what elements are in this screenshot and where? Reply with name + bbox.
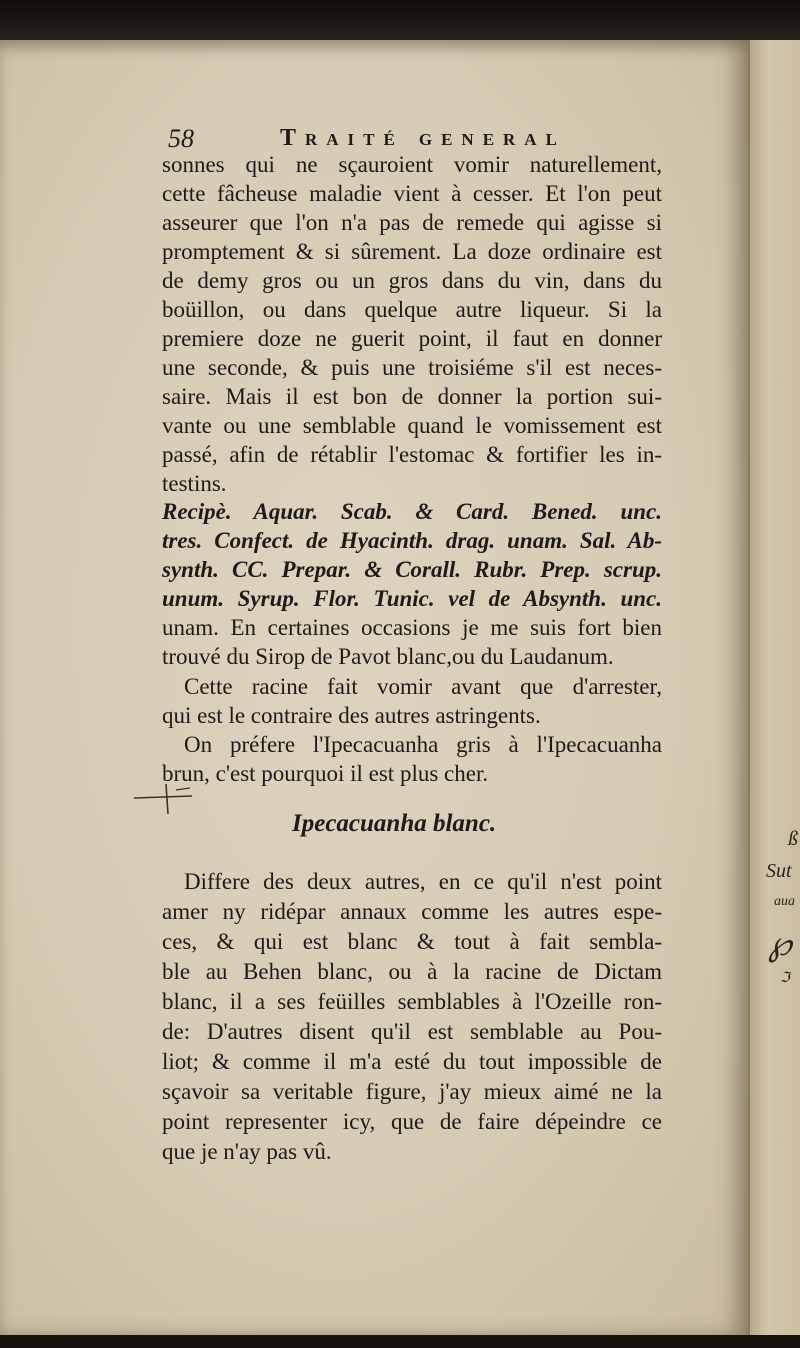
margin-cross-mark [132, 776, 204, 816]
text-line: vante ou une semblable quand le vomissement est [162, 413, 662, 438]
section-heading: Ipecacuanha blanc. [292, 810, 497, 837]
page-number: 58 [168, 124, 194, 153]
text-line: point representer icy, que de faire dépeindre ce [162, 1109, 662, 1134]
text-line: ble au Behen blanc, ou à la racine de Dictam [162, 959, 662, 984]
text-line: liot; & comme il m'a esté du tout impossible de [162, 1049, 662, 1074]
text-line: saire. Mais il est bon de donner la portion sui- [162, 384, 662, 409]
recipe-line: Recipè. Aquar. Scab. & Card. Bened. unc. [162, 499, 662, 524]
text-line: cette fâcheuse maladie vient à cesser. Et l'on peut [162, 181, 662, 206]
paragraph-root-effect [162, 672, 662, 730]
edge-glyph: ℑ [780, 971, 790, 986]
edge-glyph: ß [788, 828, 798, 850]
text-line: On préfere l'Ipecacuanha gris à l'Ipecacuanha [184, 732, 662, 757]
text-line: testins. [162, 471, 227, 496]
text-line: blanc, il a ses feüilles semblables à l'Ozeille ron- [162, 989, 662, 1014]
text-line: que je n'ay pas vû. [162, 1139, 332, 1164]
text-line: une seconde, & puis une troisiéme s'il est neces- [162, 355, 662, 380]
text-line: de: D'autres disent qu'il est semblable au Pou- [162, 1019, 662, 1044]
running-title: Traité general [280, 125, 566, 151]
text-line: promptement & si sûrement. La doze ordinaire est [162, 239, 662, 264]
dark-bottom-border [0, 1335, 800, 1348]
text-line: sonnes qui ne sçauroient vomir naturellement, [162, 152, 662, 177]
recipe-line: synth. CC. Prepar. & Corall. Rubr. Prep. scrup. [162, 557, 662, 582]
paragraph-emetic-dose [162, 150, 662, 498]
paragraph-recipe [162, 497, 662, 671]
text-line: unam. En certaines occasions je me suis fort bien [162, 615, 662, 640]
text-line: ces, & qui est blanc & tout à fait sembla- [162, 929, 662, 954]
text-line: sçavoir sa veritable figure, j'ay mieux aimé ne la [162, 1079, 662, 1104]
text-line: Differe des deux autres, en ce qu'il n'est point [184, 869, 662, 894]
text-line: qui est le contraire des autres astringents. [162, 703, 541, 728]
edge-glyph: Sut [766, 860, 792, 882]
text-line: brun, c'est pourquoi il est plus cher. [162, 761, 489, 786]
edge-glyph: ℘ [768, 926, 792, 963]
text-line: amer ny ridépar annaux comme les autres espe- [162, 899, 662, 924]
text-line: premiere doze ne guerit point, il faut en donner [162, 326, 662, 351]
text-line: Cette racine fait vomir avant que d'arrester, [184, 674, 662, 699]
text-line: trouvé du Sirop de Pavot blanc,ou du Laudanum. [162, 644, 614, 669]
adjacent-page-edge [748, 40, 800, 1335]
recipe-line: tres. Confect. de Hyacinth. drag. unam. Sal. Ab- [162, 528, 662, 553]
text-line: boüillon, ou dans quelque autre liqueur. Si la [162, 297, 662, 322]
paragraph-ipecacuanha-blanc [162, 867, 662, 1167]
text-line: passé, afin de rétablir l'estomac & fortifier les in- [162, 442, 662, 467]
text-line: de demy gros ou un gros dans du vin, dans du [162, 268, 662, 293]
text-line: asseurer que l'on n'a pas de remede qui agisse si [162, 210, 662, 235]
paragraph-preference [162, 730, 662, 788]
recipe-line: unum. Syrup. Flor. Tunic. vel de Absynth. unc. [162, 586, 662, 611]
edge-glyph: aua [774, 894, 795, 909]
